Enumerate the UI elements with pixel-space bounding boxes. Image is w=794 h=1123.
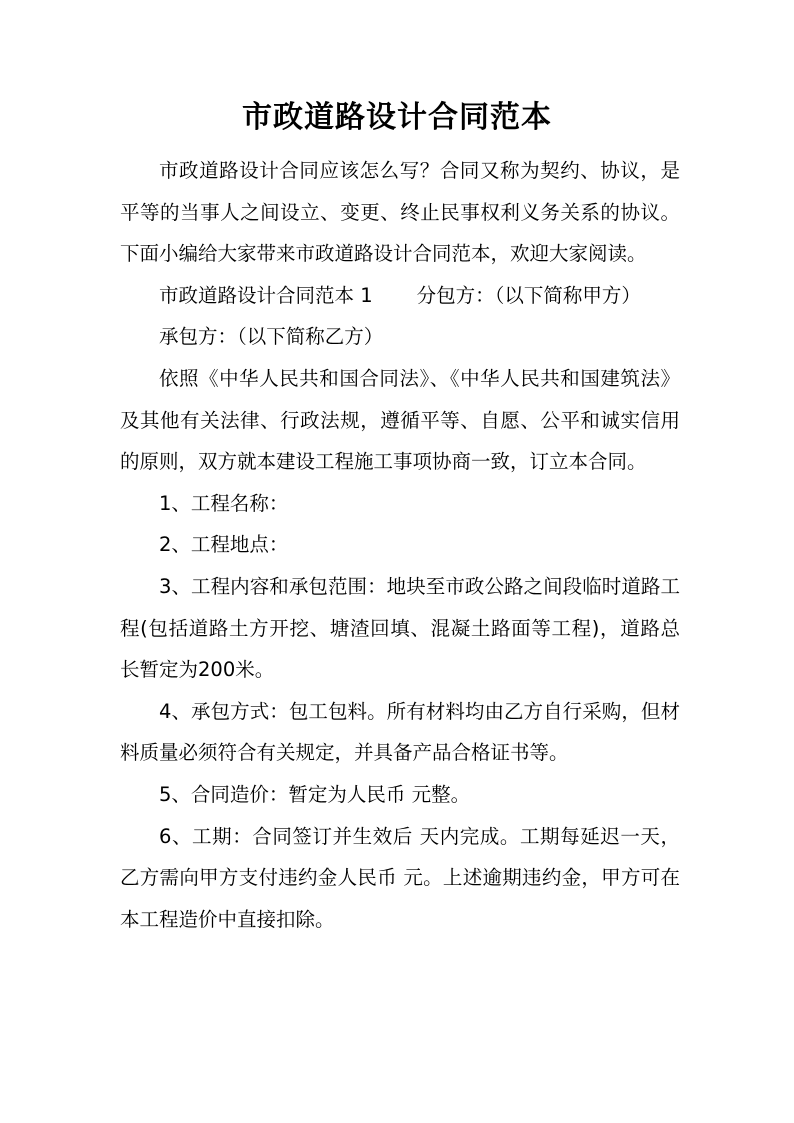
clause-project-scope: 3、工程内容和承包范围：地块至市政公路之间段临时道路工程(包括道路土方开挖、塘渣回填、混凝土路面等工程)，道路总长暂定为200米。 — [120, 574, 680, 682]
legal-basis-paragraph: 依照《中华人民共和国合同法》、《中华人民共和国建筑法》及其他有关法律、行政法规，遵循平等、自愿、公平和诚实信用的原则，双方就本建设工程施工事项协商一致，订立本合同。 — [120, 366, 680, 474]
clause-project-location: 2、工程地点： — [159, 533, 289, 557]
intro-paragraph: 市政道路设计合同应该怎么写？合同又称为契约、协议，是平等的当事人之间设立、变更、终止民事权利义务关系的协议。下面小编给大家带来市政道路设计合同范本，欢迎大家阅读。 — [120, 159, 680, 266]
document-title: 市政道路设计合同范本 — [242, 100, 552, 135]
document-body — [120, 150, 680, 940]
clause-contract-method: 4、承包方式：包工包料。所有材料均由乙方自行采购，但材料质量必须符合有关规定，并具备产品合格证书等。 — [120, 699, 680, 765]
sample-heading: 市政道路设计合同范本 1 — [159, 283, 373, 307]
party-a-label: 分包方：（以下简称甲方） — [416, 283, 641, 307]
clause-schedule: 6、工期：合同签订并生效后 天内完成。工期每延迟一天，乙方需向甲方支付违约金人民币 元。上述逾期违约金，甲方可在本工程造价中直接扣除。 — [120, 824, 680, 931]
clause-contract-price: 5、合同造价：暂定为人民币 元整。 — [159, 782, 471, 806]
clause-project-name: 1、工程名称： — [159, 491, 289, 515]
party-b-label: 承包方：（以下简称乙方） — [159, 325, 384, 349]
sample-heading-line — [120, 275, 680, 317]
